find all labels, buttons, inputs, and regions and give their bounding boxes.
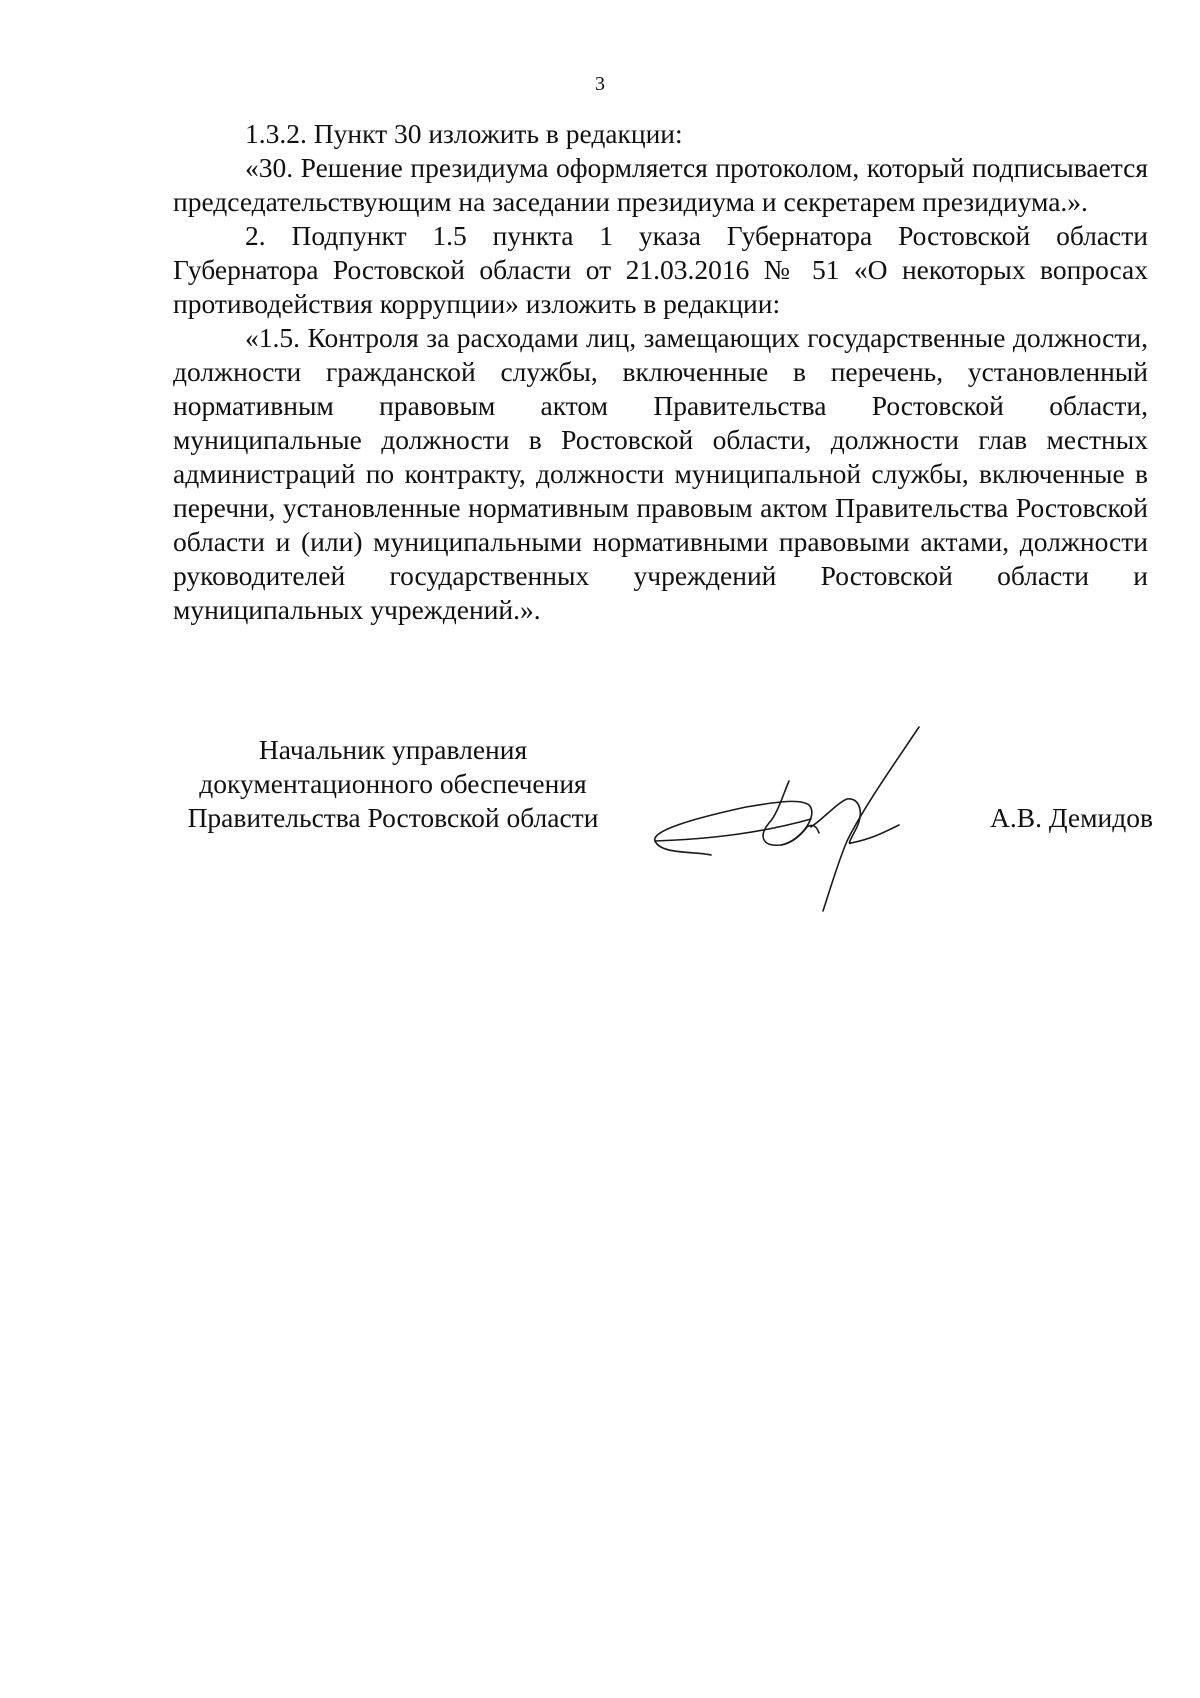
page-number: 3 xyxy=(595,73,605,95)
paragraph-1-3-2: 1.3.2. Пункт 30 изложить в редакции: xyxy=(245,118,683,149)
signatory-position xyxy=(173,733,613,835)
signature-block xyxy=(173,733,1153,923)
paragraph-2: 2. Подпункт 1.5 пункта 1 указа Губернатора Ростовской области Губернатора Ростовской области от 21.03.2016 № 51 «О некоторых вопросах противодействия коррупции» изложить в редакции: xyxy=(173,220,1148,319)
paragraph-1-5-text: «1.5. Контроля за расходами лиц, замещающих государственные должности, должности гражданской службы, включенные в перечень, установленный нормативным правовым актом Правительства Ростовской области, муниципальные должности в Ростовской области, должности глав местных администраций по контракту, должности муниципальной службы, включенные в перечни, установленные нормативным правовым актом Правительства Ростовской области и (или) муниципальными нормативными правовыми актами, должности руководителей государственных учреждений Ростовской области и муниципальных учреждений.». xyxy=(173,322,1148,625)
signatory-name: А.В. Демидов xyxy=(990,802,1153,833)
document-body xyxy=(173,117,1148,627)
handwritten-signature xyxy=(651,723,981,913)
position-line-3: Правительства Ростовской области xyxy=(187,802,599,833)
paragraph-item-30-text: «30. Решение президиума оформляется протоколом, который подписывается председательствующим на заседании президиума и секретарем президиума.». xyxy=(173,152,1148,217)
position-line-1: Начальник управления xyxy=(258,734,528,765)
position-line-2: документационного обеспечения xyxy=(199,768,587,799)
